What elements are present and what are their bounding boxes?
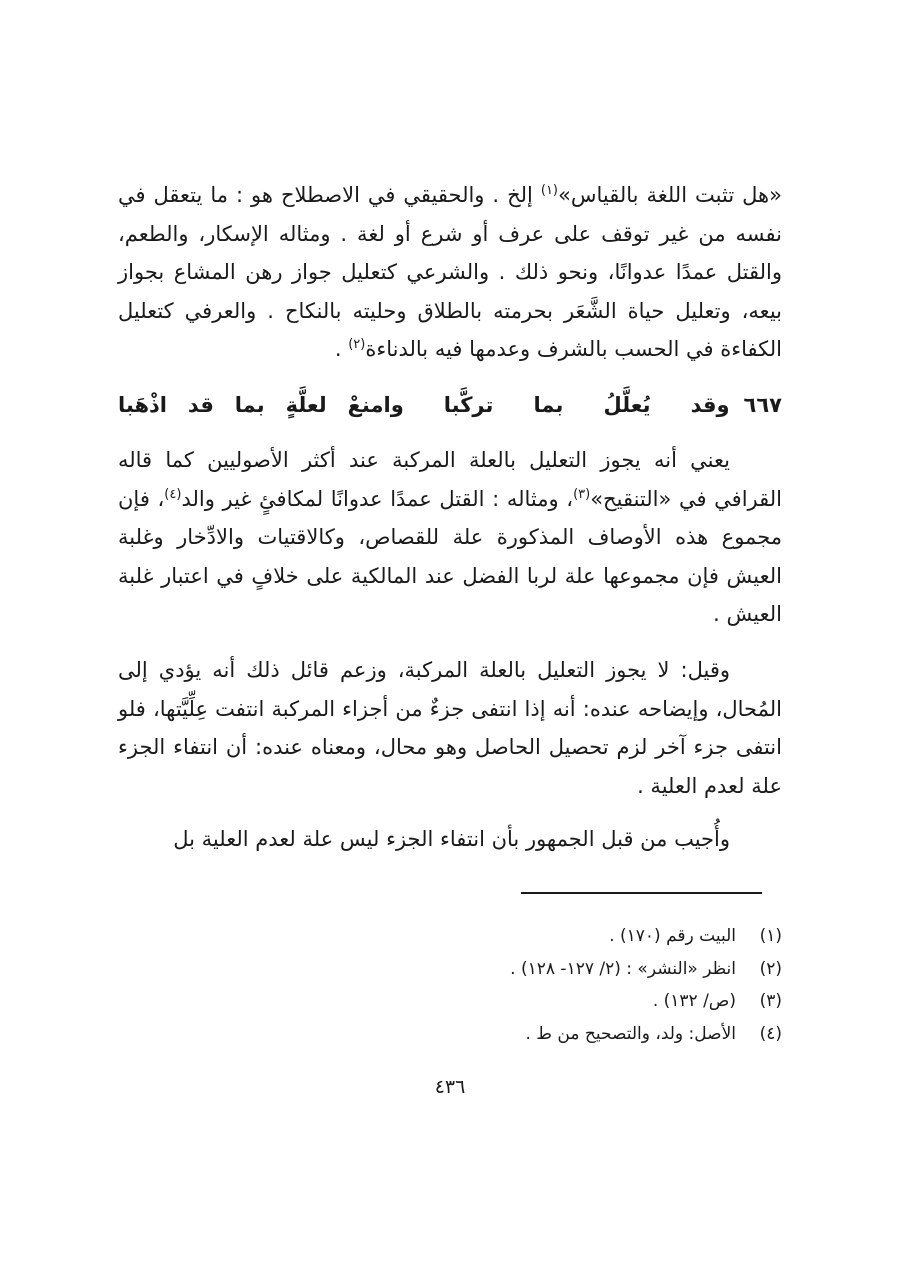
footnote-ref-2[interactable]: (٢) (348, 337, 366, 352)
paragraph-2-text-b: ، ومثاله : القتل عمدًا عدوانًا لمكافئٍ غير والد (181, 486, 574, 511)
footnote-1 (118, 920, 782, 953)
footnote-number: (٣) (759, 991, 782, 1011)
footnotes (118, 920, 782, 1050)
paragraph-2-text-c: ، فإن مجموع هذه الأوصاف المذكورة علة للقصاص، وكالاقتيات والادِّخار وغلبة العيش فإن مجموعها علة لربا الفضل عند المالكية على خلافٍ في اعتبار غلبة العيش . (118, 486, 782, 626)
verse-number: ٦٦٧ (743, 393, 782, 417)
paragraph-3 (118, 651, 782, 805)
footnote-4 (118, 1018, 782, 1051)
footnote-text: (ص/ ١٣٢) . (652, 991, 736, 1011)
footnote-separator (521, 892, 762, 894)
paragraph-3-text: وقيل: لا يجوز التعليل بالعلة المركبة، وزعم قائل ذلك أنه يؤدي إلى المُحال، وإيضاحه عنده: أنه إذا انتفى جزءٌ من أجزاء المركبة انتفت عِلِّيَّتها، فلو انتفى جزء آخر لزم تحصيل الحاصل وهو محال، ومعناه عنده: أن انتفاء الجزء علة لعدم العلية . (118, 658, 782, 798)
paragraph-1 (118, 176, 782, 369)
footnote-text: البيت رقم (١٧٠) . (609, 926, 736, 946)
paragraph-4-text: وأُجيب من قبل الجمهور بأن انتفاء الجزء ليس علة لعدم العلية بل (173, 827, 730, 851)
footnote-2 (118, 953, 782, 986)
footnote-ref-1[interactable]: (١) (540, 183, 558, 198)
footnote-3 (118, 985, 782, 1018)
footnote-text: الأصل: ولد، والتصحيح من ط . (525, 1023, 736, 1044)
footnote-text: انظر «النشر» : (٢/ ١٢٧- ١٢٨) . (510, 958, 736, 979)
paragraph-2-text-a: يعني أنه يجوز التعليل بالعلة المركبة عند أكثر الأصوليين كما قاله القرافي في «التنقيح» (118, 448, 782, 511)
verse-line (118, 386, 782, 424)
paragraph-4 (118, 820, 782, 859)
paragraph-2 (118, 441, 782, 634)
paragraph-1-end: . (334, 337, 349, 361)
paragraph-1-text: إلخ . والحقيقي في الاصطلاح هو : ما يتعقل في نفسه من غير توقف على عرف أو شرع أو لغة . ومثاله الإسكار، والطعم، والقتل عمدًا عدوانًا، ونحو ذلك . والشرعي كتعليل جواز رهن المشاع بجواز بيعه، وتعليل حياة الشَّعَر بحرمته بالطلاق وحليته بالنكاح . والعرفي كتعليل الكفاءة في الحسب بالشرف وعدمها فيه بالدناءة (118, 183, 782, 361)
verse-second-hemistich: وامنعْ لعلَّةٍ بما قد اذْهَبا (117, 393, 404, 417)
page-number: ٤٣٦ (434, 1076, 466, 1098)
footnote-ref-3[interactable]: (٣) (573, 486, 591, 502)
quoted-title: «هل تثبت اللغة بالقياس» (558, 183, 782, 207)
footnote-number: (٢) (759, 958, 782, 979)
footnote-number: (١) (759, 926, 782, 946)
footnote-number: (٤) (759, 1023, 782, 1044)
footnote-ref-4[interactable]: (٤) (164, 486, 182, 502)
verse-first-hemistich: وقد يُعلَّلُ بما تركَّبا (443, 393, 730, 417)
